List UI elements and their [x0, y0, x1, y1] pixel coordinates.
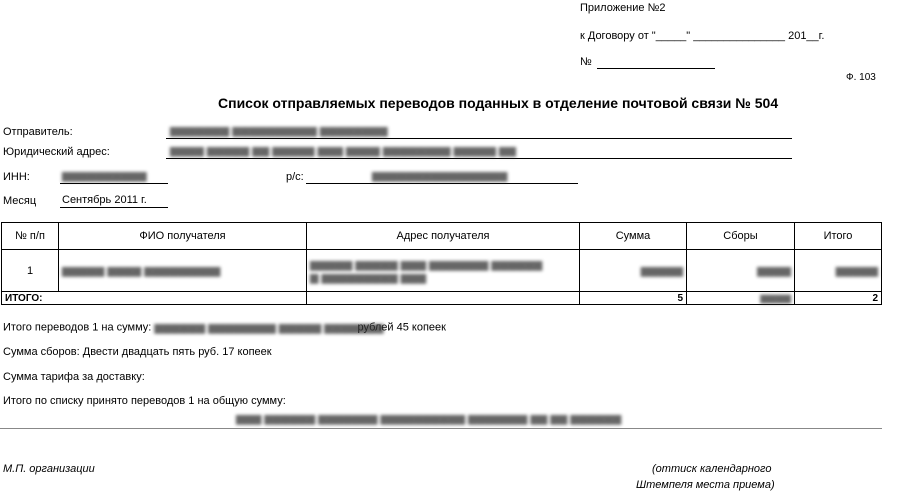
- document-title: Список отправляемых переводов поданных в отделение почтовой связи № 504: [218, 95, 779, 111]
- calendar-stamp-line1: (оттиск календарного: [652, 463, 772, 475]
- form-code: Ф. 103: [846, 72, 876, 83]
- total-fees: ▆▆▆▆: [687, 292, 795, 305]
- account-label: р/с:: [286, 171, 304, 183]
- row-fees: ▆▆▆▆: [687, 250, 795, 292]
- month-underline: [60, 207, 168, 208]
- address-label: Юридический адрес:: [3, 146, 110, 158]
- fees-summary-label: Сумма сборов:: [3, 346, 80, 358]
- account-value-redacted: ▆▆▆▆▆▆▆▆▆▆▆▆▆▆▆▆: [372, 170, 508, 182]
- address-value-redacted: ▆▆▆▆ ▆▆▆▆▆ ▆▆ ▆▆▆▆▆ ▆▆▆ ▆▆▆▆ ▆▆▆▆▆▆▆▆ ▆▆▆▆▆ ▆▆: [170, 145, 516, 157]
- number-label: №: [580, 56, 592, 68]
- fees-summary-tail: 17 копеек: [222, 346, 272, 358]
- inn-value-redacted: ▆▆▆▆▆▆▆▆▆▆: [62, 170, 147, 182]
- stamp-label: М.П. организации: [3, 463, 95, 475]
- appendix-label: Приложение №2: [580, 2, 666, 14]
- table-total-row: [2, 292, 882, 305]
- sender-value-redacted: ▆▆▆▆▆▆▆ ▆▆▆▆▆▆▆▆▆▆ ▆▆▆▆▆▆▆▆: [170, 125, 388, 137]
- address-underline: [166, 158, 792, 159]
- header-recipient-address: Адрес получателя: [307, 223, 580, 250]
- sender-label: Отправитель:: [3, 126, 73, 138]
- transfers-table: [1, 222, 882, 305]
- footer-divider: [0, 428, 882, 429]
- table-header-row: [2, 223, 882, 250]
- month-label: Месяц: [3, 195, 37, 207]
- accepted-summary-value-redacted: ▆▆▆ ▆▆▆▆▆▆ ▆▆▆▆▆▆▆ ▆▆▆▆▆▆▆▆▆▆ ▆▆▆▆▆▆▆ ▆▆ ▆▆ ▆▆▆▆▆▆: [236, 413, 622, 425]
- total-label: ИТОГО:: [2, 292, 307, 305]
- fees-summary: [3, 346, 272, 358]
- tariff-summary-label: Сумма тарифа за доставку:: [3, 371, 145, 383]
- total-address-empty: [307, 292, 580, 305]
- header-fees: Сборы: [687, 223, 795, 250]
- inn-underline: [60, 183, 168, 184]
- transfers-summary-tail: рублей 45 копеек: [357, 321, 446, 334]
- row-sum: ▆▆▆▆▆: [580, 250, 687, 292]
- transfers-summary-label: Итого переводов 1 на сумму:: [3, 321, 152, 334]
- calendar-stamp-line2: Штемпеля места приема): [636, 479, 775, 491]
- contract-reference: к Договору от "_____" _______________ 201__г.: [580, 30, 825, 42]
- number-underline: [597, 68, 715, 69]
- header-number: № п/п: [2, 223, 59, 250]
- total-total: 2: [795, 292, 882, 305]
- transfers-summary: Итого переводов 1 на сумму: ▆▆▆▆▆▆ ▆▆▆▆▆▆▆▆ ▆▆▆▆▆ ▆▆▆▆▆▆▆ рублей 45 копеек: [3, 321, 446, 334]
- accepted-summary-label: Итого по списку принято переводов 1 на общую сумму:: [3, 395, 286, 407]
- fees-summary-words: Двести двадцать пять руб.: [82, 346, 220, 358]
- row-recipient-address: ▆▆▆▆▆ ▆▆▆▆▆ ▆▆▆ ▆▆▆▆▆▆▆ ▆▆▆▆▆▆ ▆ ▆▆▆▆▆▆▆▆▆ ▆▆▆: [307, 250, 580, 292]
- header-sum: Сумма: [580, 223, 687, 250]
- inn-label: ИНН:: [3, 171, 30, 183]
- table-row: [2, 250, 882, 292]
- total-sum: 5: [580, 292, 687, 305]
- month-value: Сентябрь 2011 г.: [62, 194, 147, 206]
- header-total: Итого: [795, 223, 882, 250]
- sender-underline: [166, 138, 792, 139]
- account-underline: [306, 183, 578, 184]
- row-total: ▆▆▆▆▆: [795, 250, 882, 292]
- row-recipient-name: ▆▆▆▆▆ ▆▆▆▆ ▆▆▆▆▆▆▆▆▆: [59, 250, 307, 292]
- header-recipient-name: ФИО получателя: [59, 223, 307, 250]
- row-number: 1: [2, 250, 59, 292]
